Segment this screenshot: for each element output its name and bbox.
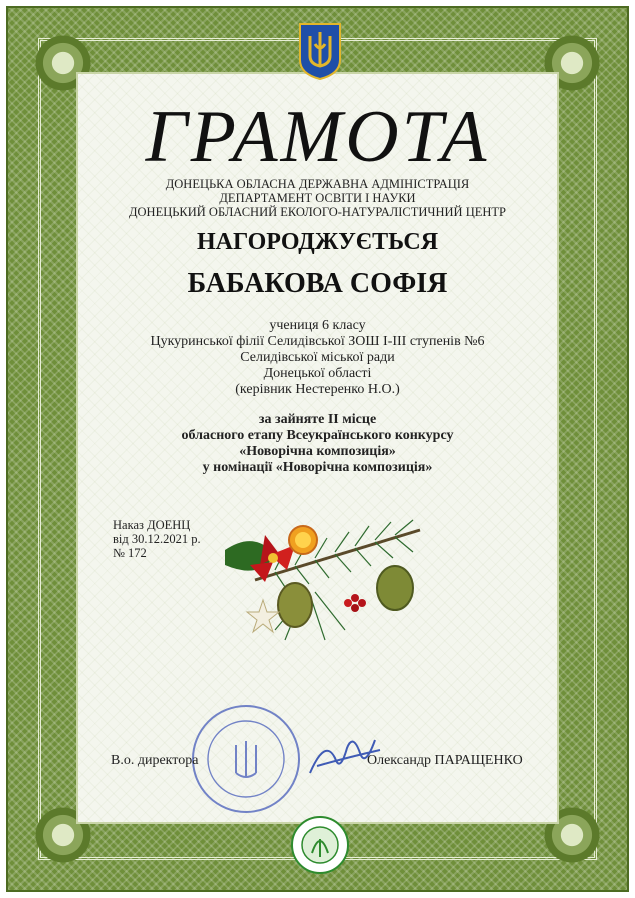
order-number: № 172: [113, 546, 147, 560]
awarded-heading: НАГОРОДЖУЄТЬСЯ: [196, 229, 439, 255]
eco-center-logo: [290, 815, 350, 875]
order-date: від 30.12.2021 р.: [113, 532, 201, 546]
recipient-detail-1: учениця 6 класу: [269, 318, 366, 333]
recipient-detail-2: Цукуринської філії Селидівської ЗОШ І-ІІІ ступенів №6: [150, 334, 485, 349]
achievement-line-1: за зайняте ІІ місце: [258, 412, 377, 427]
trident-coat-of-arms-icon: [298, 22, 342, 80]
christmas-decoration-image: [215, 510, 430, 645]
achievement-line-4: у номінації «Новорічна композиція»: [202, 460, 433, 475]
org-line-1: ДОНЕЦЬКА ОБЛАСНА ДЕРЖАВНА АДМІНІСТРАЦІЯ: [165, 177, 470, 191]
signatory-position: В.о. директора: [111, 753, 199, 768]
certificate-title: ГРАМОТА: [145, 96, 490, 178]
org-line-3: ДОНЕЦЬКИЙ ОБЛАСНИЙ ЕКОЛОГО-НАТУРАЛІСТИЧНИЙ ЦЕНТР: [128, 205, 506, 219]
official-stamp: [190, 703, 302, 815]
achievement-line-3: «Новорічна композиція»: [239, 444, 396, 459]
order-title: Наказ ДОЕНЦ: [113, 518, 191, 532]
org-line-2: ДЕПАРТАМЕНТ ОСВІТИ І НАУКИ: [219, 191, 416, 205]
recipient-detail-3: Селидівської міської ради: [240, 350, 395, 365]
order-reference: [113, 518, 201, 560]
signatory-name: Олександр ПАРАЩЕНКО: [367, 753, 523, 768]
recipient-name: БАБАКОВА СОФІЯ: [187, 268, 448, 299]
recipient-detail-5: (керівник Нестеренко Н.О.): [235, 382, 400, 397]
recipient-detail-4: Донецької області: [263, 366, 372, 381]
achievement-line-2: обласного етапу Всеукраїнського конкурсу: [181, 428, 454, 443]
